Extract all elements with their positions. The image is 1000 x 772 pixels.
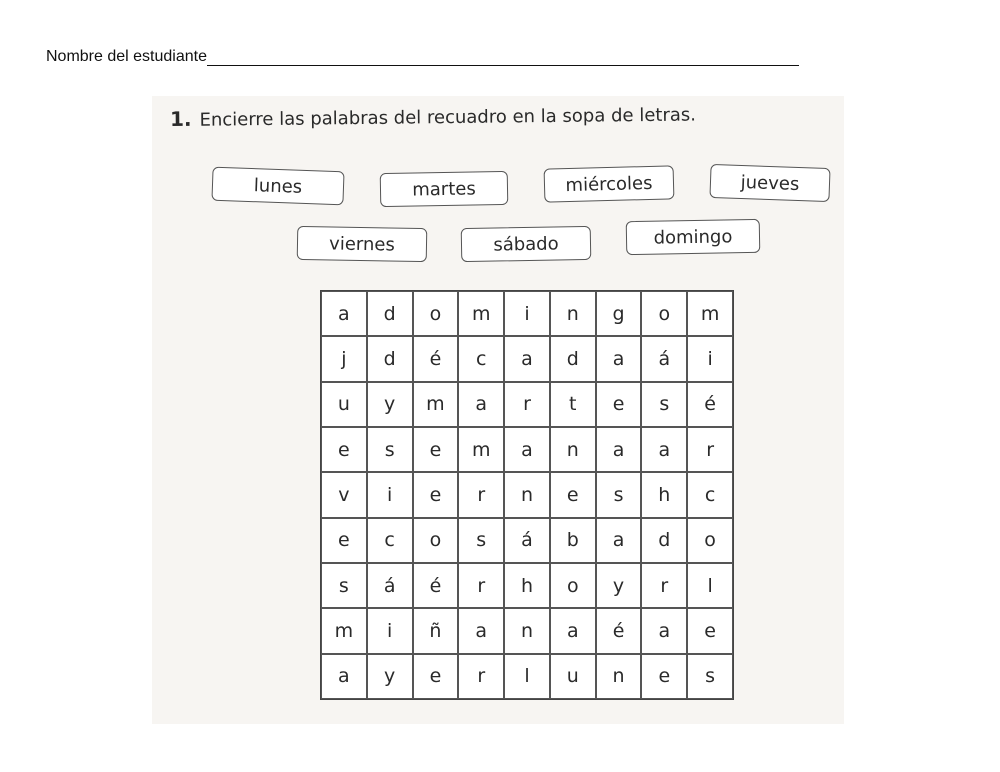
grid-cell[interactable]: y [367, 382, 413, 427]
grid-cell[interactable]: r [458, 563, 504, 608]
grid-cell[interactable]: b [550, 518, 596, 563]
grid-cell[interactable]: s [641, 382, 687, 427]
grid-cell[interactable]: e [413, 472, 459, 517]
grid-cell[interactable]: t [550, 382, 596, 427]
grid-cell[interactable]: o [687, 518, 733, 563]
word-search-grid [320, 290, 734, 700]
grid-cell[interactable]: i [367, 608, 413, 653]
grid-cell[interactable]: a [458, 608, 504, 653]
grid-cell[interactable]: a [458, 382, 504, 427]
grid-cell[interactable]: r [641, 563, 687, 608]
grid-cell[interactable]: á [641, 336, 687, 381]
grid-cell[interactable]: m [321, 608, 367, 653]
grid-cell[interactable]: n [550, 291, 596, 336]
grid-cell[interactable]: d [367, 336, 413, 381]
grid-cell[interactable]: l [687, 563, 733, 608]
grid-cell[interactable]: a [641, 608, 687, 653]
grid-cell[interactable]: a [596, 518, 642, 563]
grid-cell[interactable]: o [413, 291, 459, 336]
grid-cell[interactable]: o [641, 291, 687, 336]
grid-cell[interactable]: n [504, 608, 550, 653]
word-box-miercoles: miércoles [544, 165, 675, 202]
grid-cell[interactable]: d [641, 518, 687, 563]
grid-cell[interactable]: u [550, 654, 596, 699]
grid-cell[interactable]: i [687, 336, 733, 381]
grid-cell[interactable]: o [550, 563, 596, 608]
student-name-label: Nombre del estudiante [46, 48, 207, 65]
grid-cell[interactable]: a [504, 427, 550, 472]
grid-cell[interactable]: a [550, 608, 596, 653]
grid-cell[interactable]: e [596, 382, 642, 427]
grid-cell[interactable]: i [367, 472, 413, 517]
grid-cell[interactable]: g [596, 291, 642, 336]
grid-cell[interactable]: a [596, 427, 642, 472]
grid-cell[interactable]: s [321, 563, 367, 608]
grid-cell[interactable]: d [367, 291, 413, 336]
grid-cell[interactable]: e [550, 472, 596, 517]
word-box-sabado: sábado [461, 226, 592, 262]
grid-cell[interactable]: n [550, 427, 596, 472]
grid-cell[interactable]: a [504, 336, 550, 381]
grid-cell[interactable]: m [687, 291, 733, 336]
grid-cell[interactable]: s [596, 472, 642, 517]
grid-cell[interactable]: a [321, 291, 367, 336]
grid-cell[interactable]: e [321, 427, 367, 472]
grid-cell[interactable]: r [458, 654, 504, 699]
grid-cell[interactable]: o [413, 518, 459, 563]
grid-cell[interactable]: é [687, 382, 733, 427]
grid-cell[interactable]: s [367, 427, 413, 472]
word-box-martes: martes [380, 171, 509, 207]
grid-cell[interactable]: a [641, 427, 687, 472]
grid-cell[interactable]: n [504, 472, 550, 517]
grid-cell[interactable]: m [458, 427, 504, 472]
grid-cell[interactable]: d [550, 336, 596, 381]
grid-cell[interactable]: e [321, 518, 367, 563]
grid-cell[interactable]: c [687, 472, 733, 517]
grid-cell[interactable]: j [321, 336, 367, 381]
grid-cell[interactable]: y [596, 563, 642, 608]
grid-cell[interactable]: é [413, 336, 459, 381]
grid-cell[interactable]: ñ [413, 608, 459, 653]
grid-cell[interactable]: s [687, 654, 733, 699]
grid-cell[interactable]: á [367, 563, 413, 608]
instruction-text: Encierre las palabras del recuadro en la sopa de letras. [199, 104, 697, 131]
grid-cell[interactable]: c [458, 336, 504, 381]
grid-cell[interactable]: l [504, 654, 550, 699]
word-box-domingo: domingo [626, 219, 761, 255]
grid-cell[interactable]: h [504, 563, 550, 608]
grid-cell[interactable]: e [413, 654, 459, 699]
grid-cell[interactable]: r [458, 472, 504, 517]
exercise-number: 1. [169, 106, 192, 131]
grid-cell[interactable]: á [504, 518, 550, 563]
word-box-viernes: viernes [297, 226, 428, 262]
grid-cell[interactable]: n [596, 654, 642, 699]
grid-cell[interactable]: é [413, 563, 459, 608]
grid-cell[interactable]: s [458, 518, 504, 563]
grid-cell[interactable]: i [504, 291, 550, 336]
word-box-jueves: jueves [709, 164, 830, 202]
grid-cell[interactable]: m [413, 382, 459, 427]
grid-cell[interactable]: e [413, 427, 459, 472]
grid-cell[interactable]: e [641, 654, 687, 699]
grid-cell[interactable]: r [504, 382, 550, 427]
grid-cell[interactable]: m [458, 291, 504, 336]
grid-cell[interactable]: v [321, 472, 367, 517]
grid-cell[interactable]: c [367, 518, 413, 563]
grid-cell[interactable]: h [641, 472, 687, 517]
student-name-line [46, 47, 799, 66]
grid-cell[interactable]: u [321, 382, 367, 427]
grid-cell[interactable]: e [687, 608, 733, 653]
grid-cell[interactable]: r [687, 427, 733, 472]
grid-cell[interactable]: a [321, 654, 367, 699]
grid-cell[interactable]: y [367, 654, 413, 699]
grid-cell[interactable]: é [596, 608, 642, 653]
grid-cell[interactable]: a [596, 336, 642, 381]
word-box-lunes: lunes [211, 167, 344, 206]
student-name-blank[interactable] [207, 47, 799, 66]
